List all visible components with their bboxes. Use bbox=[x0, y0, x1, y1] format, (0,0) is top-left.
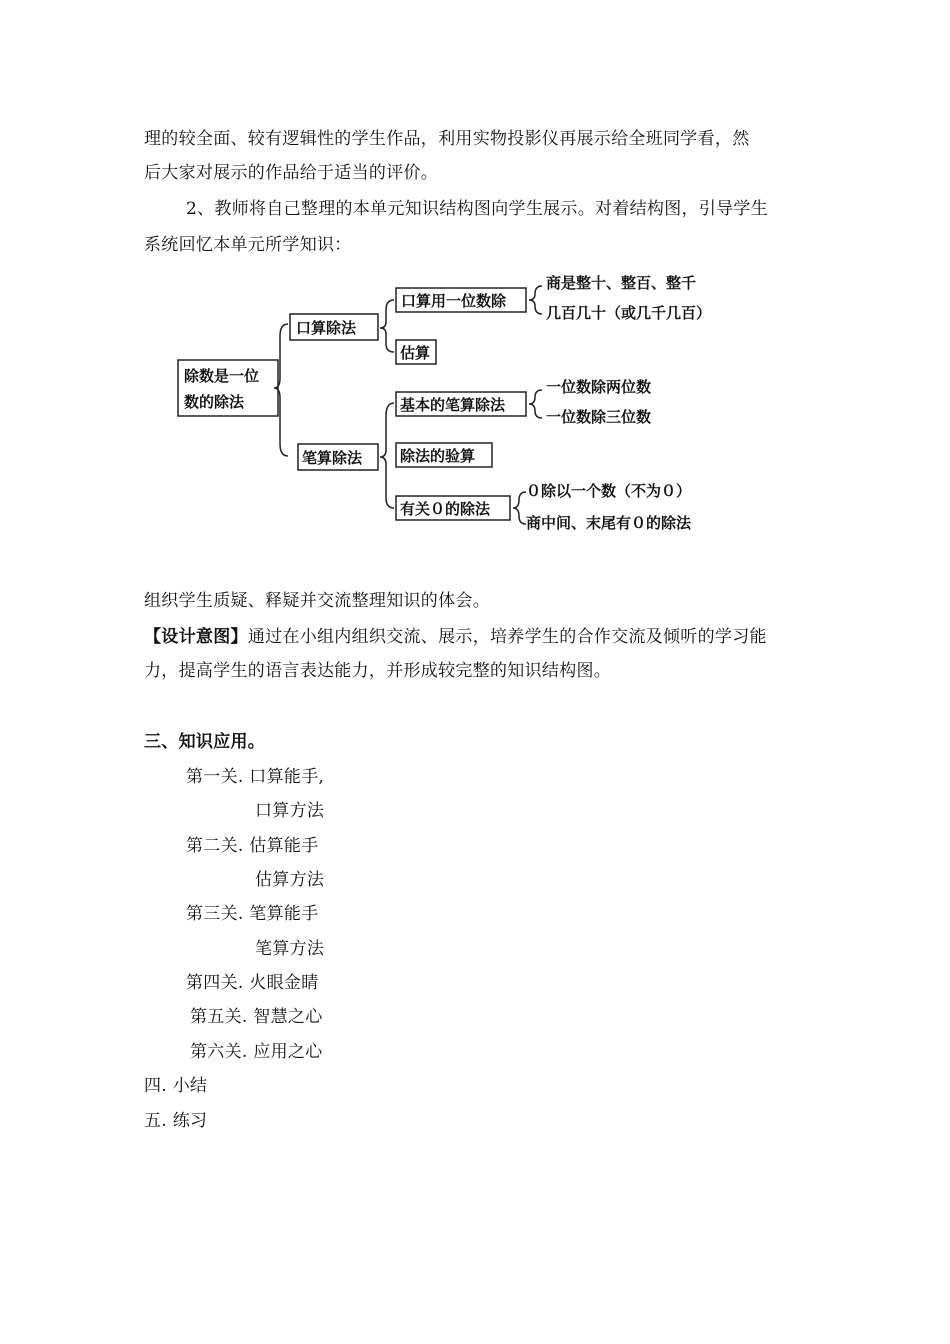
section-3-heading: 三、知识应用。 bbox=[144, 732, 266, 752]
section-5-heading: 五. 练习 bbox=[144, 1111, 208, 1131]
written-sub3-brace bbox=[513, 492, 526, 524]
design-intent-line-1 bbox=[144, 626, 767, 648]
knowledge-structure-diagram bbox=[170, 266, 770, 538]
oral-sub2-label: 估算 bbox=[400, 344, 431, 362]
written-bracket bbox=[380, 403, 394, 508]
level-1-method: 口算方法 bbox=[255, 801, 325, 821]
oral-sub1-brace bbox=[529, 286, 542, 314]
written-sub2-label: 除法的验算 bbox=[400, 447, 476, 465]
level-5: 第五关. 智慧之心 bbox=[190, 1007, 323, 1027]
level-4: 第四关. 火眼金睛 bbox=[186, 973, 319, 993]
oral-sub1-item-1: 商是整十、整百、整千 bbox=[546, 274, 697, 292]
root-label-line-1: 除数是一位 bbox=[184, 367, 260, 385]
paragraph-2-line-2: 系统回忆本单元所学知识： bbox=[144, 235, 352, 255]
level-2-method: 估算方法 bbox=[255, 870, 325, 890]
written-sub3-label: 有关０的除法 bbox=[400, 500, 491, 518]
written-sub3-item-2: 商中间、末尾有０的除法 bbox=[526, 514, 692, 532]
written-sub1-brace bbox=[529, 390, 542, 418]
design-intent-label: 【设计意图】 bbox=[144, 627, 248, 647]
root-label-line-2: 数的除法 bbox=[184, 393, 245, 411]
design-intent-line-2: 力，提高学生的语言表达能力，并形成较完整的知识结构图。 bbox=[144, 661, 612, 681]
oral-sub1-item-2: 几百几十（或几千几百） bbox=[546, 304, 712, 322]
design-intent-text: 通过在小组内组织交流、展示，培养学生的合作交流及倾听的学习能 bbox=[247, 627, 767, 647]
paragraph-1-line-1: 理的较全面、较有逻辑性的学生作品，利用实物投影仪再展示给全班同学看，然 bbox=[144, 129, 750, 149]
oral-bracket bbox=[380, 300, 394, 352]
after-line-1: 组织学生质疑、释疑并交流整理知识的体会。 bbox=[144, 591, 490, 611]
level-6: 第六关. 应用之心 bbox=[190, 1042, 323, 1062]
section-4-heading: 四. 小结 bbox=[144, 1076, 208, 1096]
written-label: 笔算除法 bbox=[302, 449, 363, 467]
written-sub1-label: 基本的笔算除法 bbox=[400, 396, 506, 414]
oral-label: 口算除法 bbox=[296, 319, 357, 337]
level-2: 第二关. 估算能手 bbox=[186, 836, 319, 856]
written-sub1-item-1: 一位数除两位数 bbox=[546, 378, 652, 396]
paragraph-2-line-1: 2、教师将自己整理的本单元知识结构图向学生展示。对着结构图，引导学生 bbox=[186, 199, 769, 219]
paragraph-1-line-2: 后大家对展示的作品给于适当的评价。 bbox=[144, 163, 439, 183]
level-3: 第三关. 笔算能手 bbox=[186, 904, 319, 924]
written-sub3-item-1: ０除以一个数（不为０） bbox=[526, 482, 692, 500]
level-3-method: 笔算方法 bbox=[255, 939, 325, 959]
level-1: 第一关. 口算能手, bbox=[186, 767, 325, 787]
oral-sub1-label: 口算用一位数除 bbox=[401, 292, 507, 310]
written-sub1-item-2: 一位数除三位数 bbox=[546, 408, 652, 426]
